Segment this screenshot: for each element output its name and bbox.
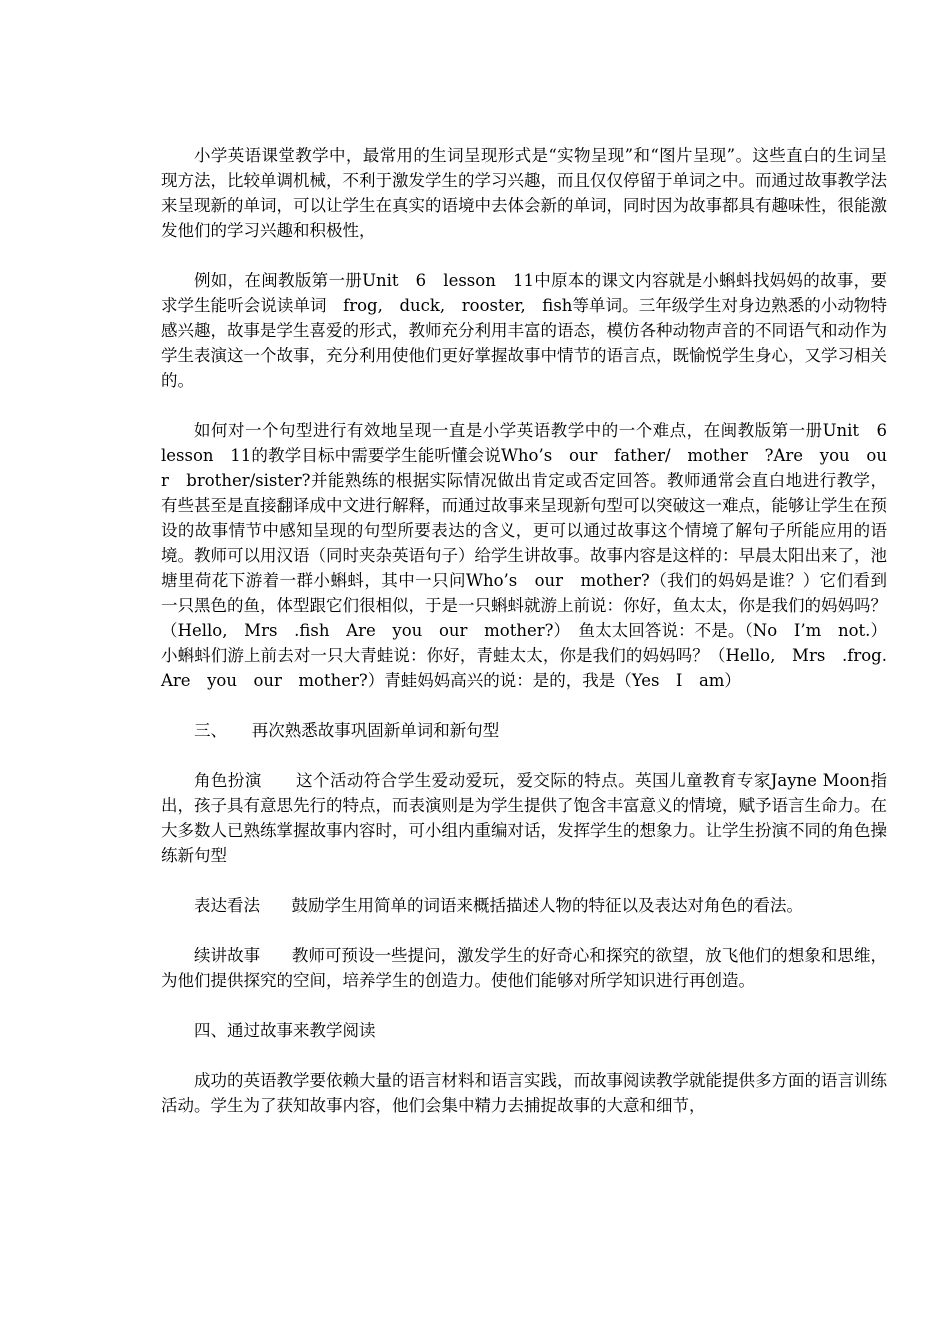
term-continue-story: 续讲故事	[194, 946, 261, 965]
term-role-play: 角色扮演	[194, 771, 262, 790]
text-express-opinion: 鼓励学生用简单的词语来概括描述人物的特征以及表达对角色的看法。	[291, 896, 803, 915]
paragraph-sentence-patterns: 如何对一个句型进行有效地呈现一直是小学英语教学中的一个难点，在闽教版第一册Unit 6 lesson 11的教学目标中需要学生能听懂会说Who’s our father/ mother ?Are you our brother/sister?并能熟练的根据实际情况做出肯定或否定回答。教师通常会直白地进行教学，有些甚至是直接翻译成中文进行解释，而通过故事来呈现新句型可以突破这一难点，能够让学生在预设的故事情节中感知呈现的句型所要表达的含义，更可以通过故事这个情境了解句子所能应用的语境。教师可以用汉语（同时夹杂英语句子）给学生讲故事。故事内容是这样的：早晨太阳出来了，池塘里荷花下游着一群小蝌蚪，其中一只问Who’s our mother?（我们的妈妈是谁？）它们看到一只黑色的鱼，体型跟它们很相似，于是一只蝌蚪就游上前说：你好，鱼太太，你是我们的妈妈吗？（Hello, Mrs .fish Are you our mother?） 鱼太太回答说：不是。（No I’m not.）小蝌蚪们游上前去对一只大青蛙说：你好，青蛙太太，你是我们的妈妈吗？（Hello, Mrs .frog. Are you our mother?）青蛙妈妈高兴的说：是的，我是（Yes I am）	[161, 421, 904, 690]
text-role-play: 这个活动符合学生爱动爱玩，爱交际的特点。英国儿童教育专家Jayne Moon指出，孩子具有意思先行的特点，而表演则是为学生提供了饱含丰富意义的情境，赋予语言生命力。在大多数人已熟练掌握故事内容时，可小组内重编对话，发挥学生的想象力。让学生扮演不同的角色操练新句型	[161, 771, 887, 865]
paragraph-express-opinion	[161, 893, 887, 918]
document-page	[161, 143, 904, 1143]
term-express-opinion: 表达看法	[194, 896, 260, 915]
paragraph-role-play	[161, 768, 887, 868]
section-heading-4: 四、通过故事来教学阅读	[194, 1021, 376, 1040]
paragraph-continue-story	[161, 943, 887, 993]
paragraph-example-words: 例如，在闽教版第一册Unit 6 lesson 11中原本的课文内容就是小蝌蚪找妈妈的故事，要求学生能听会说读单词 frog, duck, rooster, fish等单词。三年级学生对身边熟悉的小动物特感兴趣，故事是学生喜爱的形式，教师充分利用丰富的语态，模仿各种动物声音的不同语气和动作为学生表演这一个故事，充分利用使他们更好掌握故事中情节的语言点，既愉悦学生身心，又学习相关的。	[161, 271, 887, 390]
paragraph-intro: 小学英语课堂教学中，最常用的生词呈现形式是“实物呈现”和“图片呈现”。这些直白的生词呈现方法，比较单调机械，不利于激发学生的学习兴趣，而且仅仅停留于单词之中。而通过故事教学法来呈现新的单词，可以让学生在真实的语境中去体会新的单词，同时因为故事都具有趣味性，很能激发他们的学习兴趣和积极性，	[161, 146, 887, 240]
text-continue-story: 教师可预设一些提问，激发学生的好奇心和探究的欲望，放飞他们的想象和思维，为他们提供探究的空间，培养学生的创造力。使他们能够对所学知识进行再创造。	[161, 946, 887, 990]
section-heading-3: 三、 再次熟悉故事巩固新单词和新句型	[194, 721, 500, 740]
paragraph-reading: 成功的英语教学要依赖大量的语言材料和语言实践，而故事阅读教学就能提供多方面的语言训练活动。学生为了获知故事内容，他们会集中精力去捕捉故事的大意和细节，	[161, 1071, 887, 1115]
